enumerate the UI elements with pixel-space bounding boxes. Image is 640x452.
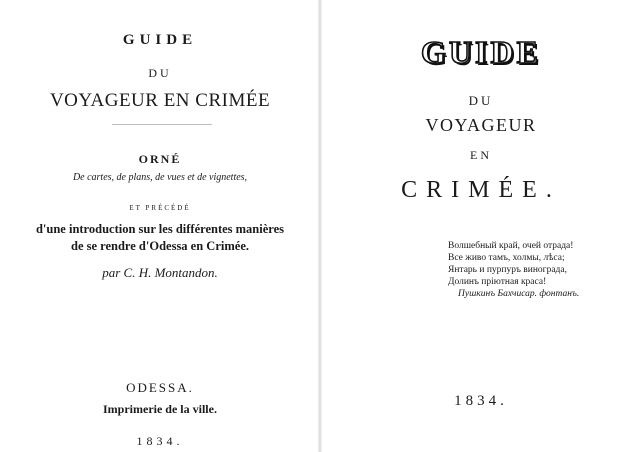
verse-line: Все живо тамъ, холмы, лѣса; [448,253,565,263]
verse-line: Волшебный край, очей отрада! [448,241,574,251]
left-divider [112,124,212,125]
epigraph-verse [448,240,579,300]
verse-line: Янтарь и пурпуръ винограда, [448,265,567,275]
left-printer: Imprimerie de la ville. [103,402,217,416]
left-author: par C. H. Montandon. [102,265,218,280]
left-voyageur-heading: VOYAGEUR EN CRIMÉE [49,90,271,111]
left-intro-line-1: d'une introduction sur les différentes manières [35,222,285,236]
left-year: 1834. [136,434,184,448]
verse-line: Долинъ пріютная краса! [448,277,547,287]
left-city: ODESSA. [126,380,194,395]
verse-source: Пушкинъ Бахчисар. фонтанъ. [458,289,580,299]
left-orne: ORNÉ [138,152,182,166]
left-precede: ET PRÉCÉDÉ [129,204,191,212]
right-title: GUIDE [421,34,541,70]
left-intro-line-2: de se rendre d'Odessa en Crimée. [71,239,249,253]
left-title: GUIDE [122,32,198,48]
left-cartes-line: De cartes, de plans, de vues et de vignettes, [72,172,248,183]
right-en: EN [470,148,492,162]
right-year: 1834. [454,393,508,409]
right-voyageur: VOYAGEUR [425,115,537,135]
right-du: DU [468,93,494,108]
right-title-page [322,0,640,452]
left-du: DU [148,66,172,80]
right-crimee: CRIMÉE. [401,177,561,203]
